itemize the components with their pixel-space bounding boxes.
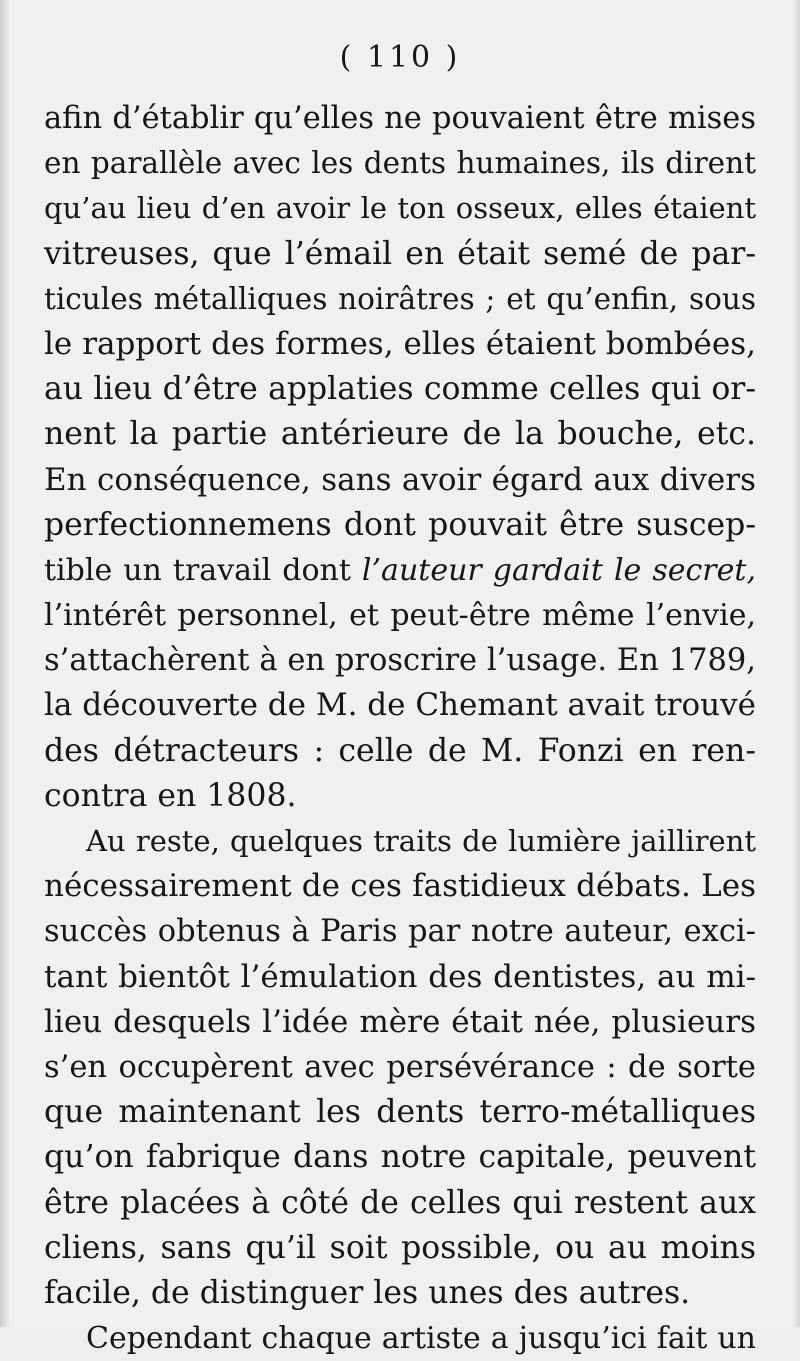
text-line: des détracteurs : celle de M. Fonzi en ren-	[44, 732, 756, 769]
text-line: perfectionnemens dont pouvait être suscep-	[44, 506, 756, 543]
text-line: contra en 1808.	[44, 777, 297, 814]
text-line: lieu desquels l’idée mère était née, plusieurs	[44, 1003, 756, 1040]
text-line: s’attachèrent à en proscrire l’usage. En 1789,	[44, 643, 756, 679]
text-line: en parallèle avec les dents humaines, ils dirent	[44, 146, 756, 181]
text-line: afin d’établir qu’elles ne pouvaient être mises	[44, 101, 756, 136]
text-line: Cependant chaque artiste a jusqu’ici fait un	[86, 1321, 756, 1357]
text-line: succès obtenus à Paris par notre auteur, exci-	[44, 914, 756, 950]
text-line: nécessairement de ces fastidieux débats. Les	[44, 868, 756, 905]
text-line: vitreuses, que l’émail en était semé de par-	[44, 235, 756, 272]
text-line: que maintenant les dents terro-métalliques	[44, 1094, 756, 1131]
text-line: la découverte de M. de Chemant avait trouvé	[44, 687, 756, 724]
text-line: qu’au lieu d’en avoir le ton osseux, elles étaient	[44, 191, 756, 226]
page-edge-left	[0, 0, 10, 1327]
text-segment: tible un travail dont	[44, 552, 362, 588]
text-line: au lieu d’être applaties comme celles qui or-	[44, 371, 756, 408]
page-number: ( 110 )	[339, 40, 461, 75]
italic-phrase: l’auteur gardait le secret,	[361, 552, 756, 588]
text-line: En conséquence, sans avoir égard aux divers	[44, 461, 756, 498]
page-edge-right	[792, 0, 800, 1327]
text-line: nent la partie antérieure de la bouche, etc.	[44, 416, 756, 453]
body-text	[44, 96, 756, 1361]
text-line: qu’on fabrique dans notre capitale, peuvent	[44, 1139, 756, 1176]
text-line: s’en occupèrent avec persévérance : de sorte	[44, 1049, 756, 1085]
text-line	[44, 548, 756, 593]
text-line: cliens, sans qu’il soit possible, ou au moins	[44, 1229, 756, 1266]
text-line: facile, de distinguer les unes des autres.	[44, 1274, 691, 1311]
text-line: tant bientôt l’émulation des dentistes, au mi-	[44, 958, 756, 995]
text-line: Au reste, quelques traits de lumière jaillirent	[86, 824, 756, 858]
text-line: le rapport des formes, elles étaient bombées,	[44, 325, 756, 362]
text-line: être placées à côté de celles qui restent aux	[44, 1184, 756, 1221]
text-line: l’intérêt personnel, et peut-être même l’envie,	[44, 598, 756, 634]
text-line: ticules métalliques noirâtres ; et qu’enfin, sous	[44, 281, 756, 316]
